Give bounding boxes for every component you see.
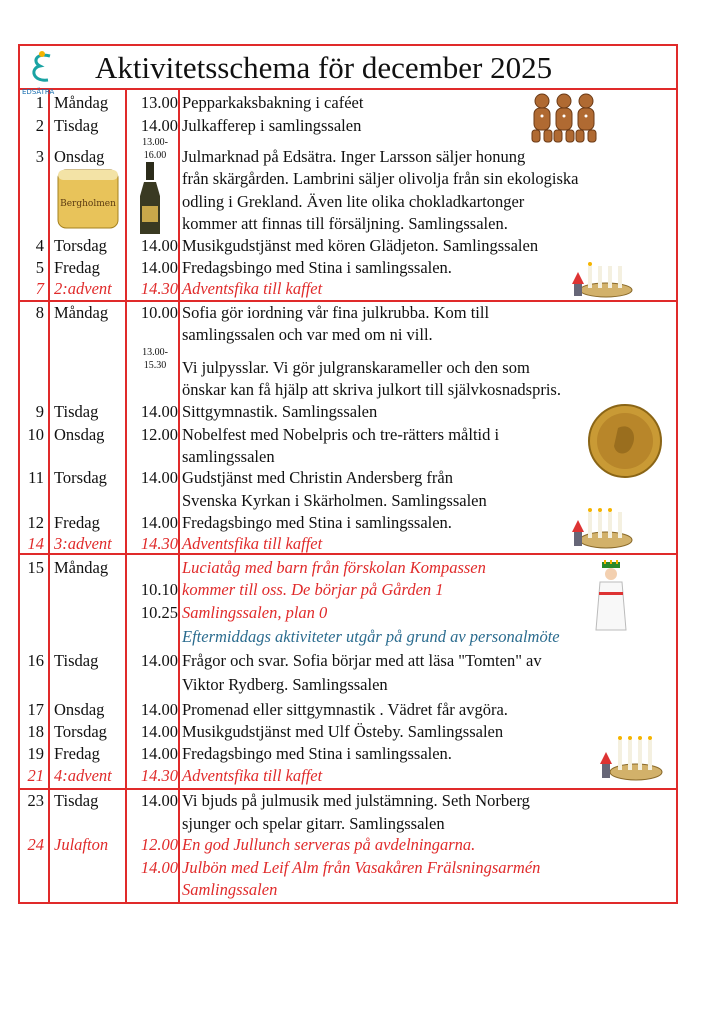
schedule-row bbox=[20, 721, 676, 743]
row-weekday: Fredag bbox=[54, 258, 100, 277]
row-weekday: Torsdag bbox=[54, 236, 107, 255]
row-day-number: 4 bbox=[35, 236, 44, 255]
row-day-number: 12 bbox=[27, 513, 44, 532]
row-day-number: 1 bbox=[35, 93, 44, 112]
row-activity: Pepparkaksbakning i caféet bbox=[182, 93, 364, 112]
schedule-row bbox=[20, 191, 676, 213]
row-activity: Viktor Rydberg. Samlingssalen bbox=[182, 675, 388, 694]
schedule-row bbox=[20, 699, 676, 721]
row-activity: Musikgudstjänst med kören Glädjeton. Samlingssalen bbox=[182, 236, 539, 255]
row-activity: Gudstjänst med Christin Andersberg från bbox=[182, 468, 453, 487]
row-day-number: 18 bbox=[27, 722, 44, 741]
row-activity: Julbön med Leif Alm från Vasakåren Frälsningsarmén bbox=[182, 858, 541, 877]
row-weekday: Torsdag bbox=[54, 468, 107, 487]
row-time-end: 15.30 bbox=[143, 360, 167, 371]
row-time: 13.00 bbox=[140, 93, 178, 112]
header-divider bbox=[18, 88, 678, 90]
row-weekday: Onsdag bbox=[54, 700, 105, 719]
row-activity: från skärgården. Lambrini säljer olivolja från sin ekologiska bbox=[182, 169, 579, 188]
page-title: Aktivitetsschema för december 2025 bbox=[95, 50, 553, 85]
schedule-row bbox=[20, 557, 676, 579]
row-activity: kommer att finnas till försäljning. Samlingssalen. bbox=[182, 214, 508, 233]
row-time: 14.30 bbox=[140, 279, 178, 298]
schedule-row bbox=[20, 257, 676, 279]
row-time: 14.00 bbox=[140, 513, 178, 532]
row-activity: Sofia gör iordning vår fina julkrubba. Kom till bbox=[182, 303, 490, 322]
row-activity: Julkafferep i samlingssalen bbox=[182, 116, 362, 135]
row-time: 12.00 bbox=[140, 835, 178, 854]
row-activity: Svenska Kyrkan i Skärholmen. Samlingssalen bbox=[182, 491, 487, 510]
row-activity: Adventsfika till kaffet bbox=[182, 534, 323, 553]
row-time: 14.00 bbox=[140, 744, 178, 763]
row-time: 14.00 bbox=[140, 116, 178, 135]
row-weekday: Tisdag bbox=[54, 651, 99, 670]
row-activity: Samlingssalen bbox=[182, 880, 278, 899]
svg-text:EDSÄTRA: EDSÄTRA bbox=[22, 88, 55, 96]
schedule-row bbox=[20, 743, 676, 765]
schedule-row-advent bbox=[20, 765, 676, 787]
row-activity: samlingssalen och var med om ni vill. bbox=[182, 325, 433, 344]
row-day-number: 7 bbox=[35, 279, 44, 298]
row-day-number: 15 bbox=[27, 558, 44, 577]
schedule-row-advent bbox=[20, 533, 676, 555]
row-activity: Promenad eller sittgymnastik . Vädret får avgöra. bbox=[182, 700, 508, 719]
schedule-row bbox=[20, 146, 676, 168]
row-activity: Frågor och svar. Sofia börjar med att läsa "Tomten" av bbox=[182, 651, 542, 670]
schedule-row bbox=[20, 490, 676, 512]
row-weekday: Måndag bbox=[54, 558, 109, 577]
row-time: 14.30 bbox=[140, 534, 178, 553]
row-time-start: 13.00- bbox=[142, 347, 168, 358]
row-weekday: Tisdag bbox=[54, 116, 99, 135]
schedule-row-christmas bbox=[20, 879, 676, 901]
row-time: 14.00 bbox=[140, 651, 178, 670]
row-activity: Luciatåg med barn från förskolan Kompassen bbox=[182, 558, 486, 577]
schedule-row bbox=[20, 324, 676, 346]
schedule-row bbox=[20, 813, 676, 835]
schedule-row bbox=[20, 401, 676, 423]
row-weekday: Fredag bbox=[54, 744, 100, 763]
row-day-number: 10 bbox=[27, 425, 44, 444]
row-time: 14.00 bbox=[140, 858, 178, 877]
row-time: 14.00 bbox=[140, 468, 178, 487]
schedule-row bbox=[20, 602, 676, 624]
row-time: 14.00 bbox=[140, 791, 178, 810]
row-day-number: 5 bbox=[35, 258, 44, 277]
row-activity: Julmarknad på Edsätra. Inger Larsson säljer honung bbox=[182, 147, 526, 166]
row-time-end: 16.00 bbox=[143, 150, 167, 161]
row-activity: Fredagsbingo med Stina i samlingssalen. bbox=[182, 744, 452, 763]
row-time: 14.00 bbox=[140, 402, 178, 421]
row-weekday: Julafton bbox=[54, 835, 109, 854]
row-weekday: Tisdag bbox=[54, 791, 99, 810]
row-time: 10.00 bbox=[140, 303, 178, 322]
row-activity: Adventsfika till kaffet bbox=[182, 766, 323, 785]
schedule-row bbox=[20, 467, 676, 489]
row-activity: Sittgymnastik. Samlingssalen bbox=[182, 402, 378, 421]
row-weekday: 3:advent bbox=[54, 534, 112, 553]
row-day-number: 3 bbox=[35, 147, 44, 166]
schedule-row bbox=[20, 579, 676, 601]
schedule-row bbox=[20, 115, 676, 137]
row-activity: odling i Grekland. Även lite olika chokladkartonger bbox=[182, 192, 525, 211]
row-weekday: Onsdag bbox=[54, 147, 105, 166]
row-activity: Vi bjuds på julmusik med julstämning. Seth Norberg bbox=[182, 791, 530, 810]
row-time: 14.00 bbox=[140, 722, 178, 741]
svg-text:Bergholmen: Bergholmen bbox=[60, 199, 116, 209]
row-activity: Adventsfika till kaffet bbox=[182, 279, 323, 298]
schedule-row bbox=[20, 379, 676, 401]
row-day-number: 2 bbox=[35, 116, 44, 135]
schedule-row bbox=[20, 512, 676, 534]
row-time: 14.00 bbox=[140, 700, 178, 719]
schedule-row bbox=[20, 302, 676, 324]
schedule-row bbox=[20, 92, 676, 114]
row-activity: Eftermiddags aktiviteter utgår på grund av personalmöte bbox=[182, 627, 560, 646]
row-time: 14.00 bbox=[140, 236, 178, 255]
row-day-number: 11 bbox=[28, 468, 44, 487]
row-time-start: 13.00- bbox=[142, 137, 168, 148]
row-activity: kommer till oss. De börjar på Gården 1 bbox=[182, 580, 444, 599]
row-day-number: 17 bbox=[27, 700, 44, 719]
row-time: 10.25 bbox=[140, 603, 178, 622]
row-day-number: 14 bbox=[27, 534, 44, 553]
schedule-row bbox=[20, 213, 676, 235]
schedule-row bbox=[20, 446, 676, 468]
row-weekday: 4:advent bbox=[54, 766, 112, 785]
row-day-number: 8 bbox=[35, 303, 44, 322]
row-weekday: Måndag bbox=[54, 303, 109, 322]
schedule-row-christmas bbox=[20, 857, 676, 879]
row-activity: Musikgudstjänst med Ulf Östeby. Samlingssalen bbox=[182, 722, 504, 741]
row-day-number: 19 bbox=[27, 744, 44, 763]
row-day-number: 16 bbox=[27, 651, 44, 670]
row-day-number: 24 bbox=[27, 835, 44, 854]
row-weekday: Måndag bbox=[54, 93, 109, 112]
row-day-number: 9 bbox=[35, 402, 44, 421]
row-activity: önskar kan få hjälp att skriva julkort till självkosnadspris. bbox=[182, 380, 561, 399]
edsatra-logo bbox=[22, 48, 62, 96]
row-activity: Nobelfest med Nobelpris och tre-rätters måltid i bbox=[182, 425, 500, 444]
row-time: 12.00 bbox=[140, 425, 178, 444]
row-weekday: Tisdag bbox=[54, 402, 99, 421]
schedule-row-christmas bbox=[20, 834, 676, 856]
row-activity: Fredagsbingo med Stina i samlingssalen. bbox=[182, 513, 452, 532]
row-weekday: Fredag bbox=[54, 513, 100, 532]
row-activity: Fredagsbingo med Stina i samlingssalen. bbox=[182, 258, 452, 277]
row-time: 14.30 bbox=[140, 766, 178, 785]
schedule-row bbox=[20, 235, 676, 257]
row-day-number: 21 bbox=[27, 766, 44, 785]
schedule-row bbox=[20, 790, 676, 812]
row-activity: Samlingssalen, plan 0 bbox=[182, 603, 328, 622]
row-weekday: Torsdag bbox=[54, 722, 107, 741]
row-activity: sjunger och spelar gitarr. Samlingssalen bbox=[182, 814, 445, 833]
schedule-row bbox=[20, 424, 676, 446]
row-activity: Vi julpysslar. Vi gör julgranskarameller och den som bbox=[182, 358, 530, 377]
schedule-row bbox=[20, 674, 676, 696]
row-activity: En god Jullunch serveras på avdelningarna. bbox=[182, 835, 476, 854]
schedule-row bbox=[20, 168, 676, 190]
row-time: 10.10 bbox=[140, 580, 178, 599]
schedule-row-advent bbox=[20, 278, 676, 300]
row-time: 14.00 bbox=[140, 258, 178, 277]
row-weekday: 2:advent bbox=[54, 279, 112, 298]
schedule-row bbox=[20, 347, 676, 379]
row-weekday: Onsdag bbox=[54, 425, 105, 444]
row-day-number: 23 bbox=[27, 791, 44, 810]
schedule-row bbox=[20, 650, 676, 672]
row-activity: samlingssalen bbox=[182, 447, 275, 466]
schedule-row-notice bbox=[20, 626, 676, 648]
